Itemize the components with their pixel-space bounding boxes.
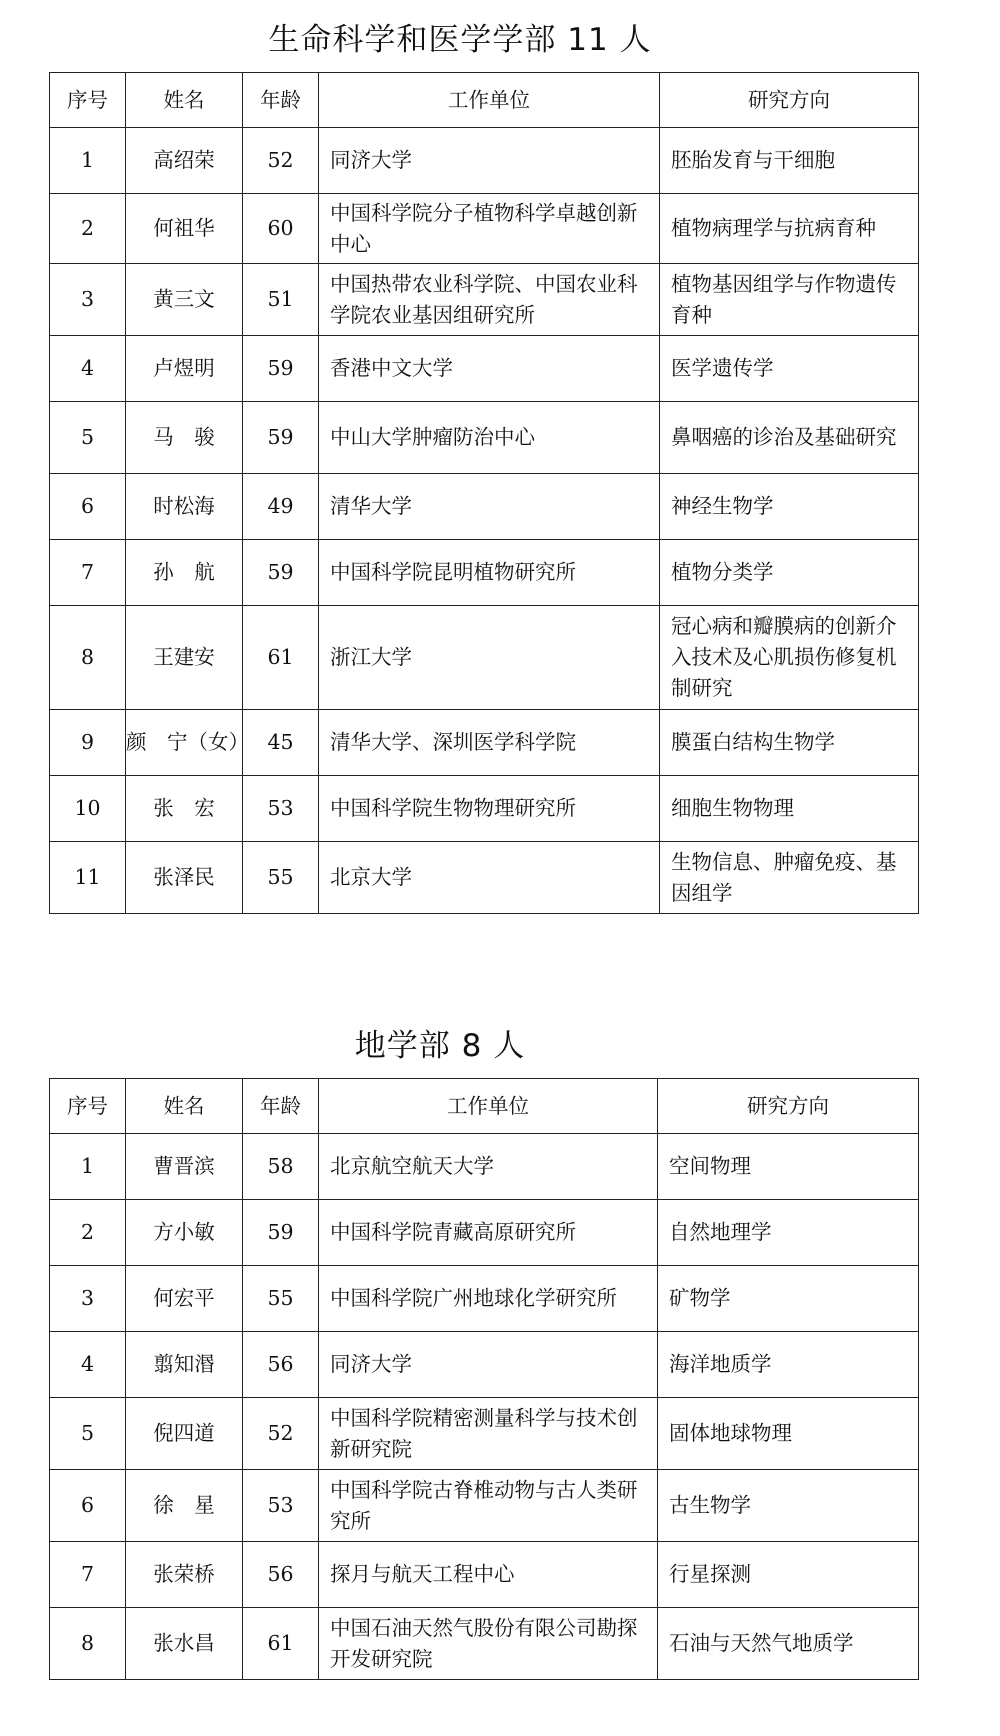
cell-no: 1 bbox=[50, 1134, 126, 1200]
cell-unit: 北京航空航天大学 bbox=[319, 1134, 658, 1200]
cell-unit: 浙江大学 bbox=[319, 606, 660, 710]
header-no: 序号 bbox=[50, 73, 126, 128]
cell-unit: 清华大学 bbox=[319, 474, 660, 540]
cell-field: 胚胎发育与干细胞 bbox=[660, 128, 919, 194]
header-unit: 工作单位 bbox=[319, 73, 660, 128]
cell-unit: 中国科学院分子植物科学卓越创新中心 bbox=[319, 194, 660, 264]
cell-age: 59 bbox=[243, 336, 319, 402]
header-no: 序号 bbox=[50, 1079, 126, 1134]
cell-name: 卢煜明 bbox=[126, 336, 243, 402]
cell-unit: 同济大学 bbox=[319, 128, 660, 194]
cell-name: 张荣桥 bbox=[126, 1542, 243, 1608]
header-field: 研究方向 bbox=[660, 73, 919, 128]
table-row bbox=[50, 1542, 919, 1608]
cell-field: 神经生物学 bbox=[660, 474, 919, 540]
cell-name: 马 骏 bbox=[126, 402, 243, 474]
cell-field: 固体地球物理 bbox=[658, 1398, 919, 1470]
cell-unit: 同济大学 bbox=[319, 1332, 658, 1398]
cell-name: 倪四道 bbox=[126, 1398, 243, 1470]
cell-unit: 中国科学院青藏高原研究所 bbox=[319, 1200, 658, 1266]
cell-no: 3 bbox=[50, 1266, 126, 1332]
cell-age: 55 bbox=[243, 1266, 319, 1332]
cell-name: 方小敏 bbox=[126, 1200, 243, 1266]
cell-field: 生物信息、肿瘤免疫、基因组学 bbox=[660, 842, 919, 914]
cell-unit: 中国科学院生物物理研究所 bbox=[319, 776, 660, 842]
cell-no: 11 bbox=[50, 842, 126, 914]
cell-age: 56 bbox=[243, 1332, 319, 1398]
cell-no: 9 bbox=[50, 710, 126, 776]
table-row bbox=[50, 540, 919, 606]
table-row bbox=[50, 1470, 919, 1542]
cell-name: 颜 宁（女） bbox=[126, 710, 243, 776]
cell-name: 张泽民 bbox=[126, 842, 243, 914]
cell-field: 植物基因组学与作物遗传育种 bbox=[660, 264, 919, 336]
cell-unit: 中国热带农业科学院、中国农业科学院农业基因组研究所 bbox=[319, 264, 660, 336]
cell-unit: 中山大学肿瘤防治中心 bbox=[319, 402, 660, 474]
header-age: 年龄 bbox=[243, 73, 319, 128]
table-row bbox=[50, 776, 919, 842]
cell-unit: 中国科学院昆明植物研究所 bbox=[319, 540, 660, 606]
header-field: 研究方向 bbox=[658, 1079, 919, 1134]
cell-age: 56 bbox=[243, 1542, 319, 1608]
header-age: 年龄 bbox=[243, 1079, 319, 1134]
cell-field: 植物病理学与抗病育种 bbox=[660, 194, 919, 264]
cell-name: 孙 航 bbox=[126, 540, 243, 606]
cell-name: 曹晋滨 bbox=[126, 1134, 243, 1200]
table-row bbox=[50, 1332, 919, 1398]
cell-age: 61 bbox=[243, 1608, 319, 1680]
table-row bbox=[50, 606, 919, 710]
cell-age: 61 bbox=[243, 606, 319, 710]
cell-name: 徐 星 bbox=[126, 1470, 243, 1542]
cell-age: 52 bbox=[243, 128, 319, 194]
cell-age: 60 bbox=[243, 194, 319, 264]
cell-unit: 香港中文大学 bbox=[319, 336, 660, 402]
cell-age: 51 bbox=[243, 264, 319, 336]
cell-age: 49 bbox=[243, 474, 319, 540]
members-table bbox=[49, 1078, 919, 1680]
cell-age: 55 bbox=[243, 842, 319, 914]
cell-age: 59 bbox=[243, 1200, 319, 1266]
cell-field: 冠心病和瓣膜病的创新介入技术及心肌损伤修复机制研究 bbox=[660, 606, 919, 710]
table-row bbox=[50, 1200, 919, 1266]
table-row bbox=[50, 710, 919, 776]
cell-field: 医学遗传学 bbox=[660, 336, 919, 402]
cell-age: 53 bbox=[243, 776, 319, 842]
cell-unit: 探月与航天工程中心 bbox=[319, 1542, 658, 1608]
table-row bbox=[50, 194, 919, 264]
cell-unit: 中国科学院广州地球化学研究所 bbox=[319, 1266, 658, 1332]
section-title: 生命科学和医学学部 11 人 bbox=[268, 22, 652, 58]
cell-name: 高绍荣 bbox=[126, 128, 243, 194]
section-title: 地学部 8 人 bbox=[354, 1028, 526, 1064]
cell-name: 张 宏 bbox=[126, 776, 243, 842]
cell-no: 7 bbox=[50, 1542, 126, 1608]
cell-no: 5 bbox=[50, 402, 126, 474]
table-row bbox=[50, 1266, 919, 1332]
cell-age: 45 bbox=[243, 710, 319, 776]
cell-no: 1 bbox=[50, 128, 126, 194]
cell-no: 6 bbox=[50, 1470, 126, 1542]
cell-no: 2 bbox=[50, 1200, 126, 1266]
cell-no: 8 bbox=[50, 1608, 126, 1680]
cell-field: 行星探测 bbox=[658, 1542, 919, 1608]
table-header-row bbox=[50, 73, 919, 128]
cell-field: 石油与天然气地质学 bbox=[658, 1608, 919, 1680]
header-name: 姓名 bbox=[126, 73, 243, 128]
table-row bbox=[50, 1134, 919, 1200]
cell-field: 植物分类学 bbox=[660, 540, 919, 606]
cell-unit: 中国科学院古脊椎动物与古人类研究所 bbox=[319, 1470, 658, 1542]
cell-name: 何宏平 bbox=[126, 1266, 243, 1332]
header-name: 姓名 bbox=[126, 1079, 243, 1134]
cell-name: 翦知湣 bbox=[126, 1332, 243, 1398]
cell-no: 4 bbox=[50, 1332, 126, 1398]
table-row bbox=[50, 128, 919, 194]
cell-age: 52 bbox=[243, 1398, 319, 1470]
cell-field: 自然地理学 bbox=[658, 1200, 919, 1266]
cell-name: 时松海 bbox=[126, 474, 243, 540]
cell-name: 张水昌 bbox=[126, 1608, 243, 1680]
cell-field: 膜蛋白结构生物学 bbox=[660, 710, 919, 776]
cell-unit: 中国科学院精密测量科学与技术创新研究院 bbox=[319, 1398, 658, 1470]
cell-no: 4 bbox=[50, 336, 126, 402]
cell-no: 8 bbox=[50, 606, 126, 710]
cell-field: 鼻咽癌的诊治及基础研究 bbox=[660, 402, 919, 474]
cell-age: 53 bbox=[243, 1470, 319, 1542]
table-row bbox=[50, 402, 919, 474]
cell-age: 59 bbox=[243, 540, 319, 606]
cell-field: 空间物理 bbox=[658, 1134, 919, 1200]
table-row bbox=[50, 1398, 919, 1470]
table-header-row bbox=[50, 1079, 919, 1134]
cell-age: 59 bbox=[243, 402, 319, 474]
cell-field: 矿物学 bbox=[658, 1266, 919, 1332]
table-row bbox=[50, 336, 919, 402]
cell-field: 细胞生物物理 bbox=[660, 776, 919, 842]
members-table bbox=[49, 72, 919, 914]
cell-no: 7 bbox=[50, 540, 126, 606]
cell-unit: 中国石油天然气股份有限公司勘探开发研究院 bbox=[319, 1608, 658, 1680]
table-row bbox=[50, 264, 919, 336]
cell-unit: 清华大学、深圳医学科学院 bbox=[319, 710, 660, 776]
table-row bbox=[50, 474, 919, 540]
table-row bbox=[50, 842, 919, 914]
table-row bbox=[50, 1608, 919, 1680]
cell-no: 5 bbox=[50, 1398, 126, 1470]
cell-name: 黄三文 bbox=[126, 264, 243, 336]
cell-field: 古生物学 bbox=[658, 1470, 919, 1542]
cell-field: 海洋地质学 bbox=[658, 1332, 919, 1398]
cell-name: 王建安 bbox=[126, 606, 243, 710]
cell-no: 6 bbox=[50, 474, 126, 540]
cell-name: 何祖华 bbox=[126, 194, 243, 264]
cell-unit: 北京大学 bbox=[319, 842, 660, 914]
cell-no: 3 bbox=[50, 264, 126, 336]
cell-age: 58 bbox=[243, 1134, 319, 1200]
header-unit: 工作单位 bbox=[319, 1079, 658, 1134]
cell-no: 10 bbox=[50, 776, 126, 842]
cell-no: 2 bbox=[50, 194, 126, 264]
